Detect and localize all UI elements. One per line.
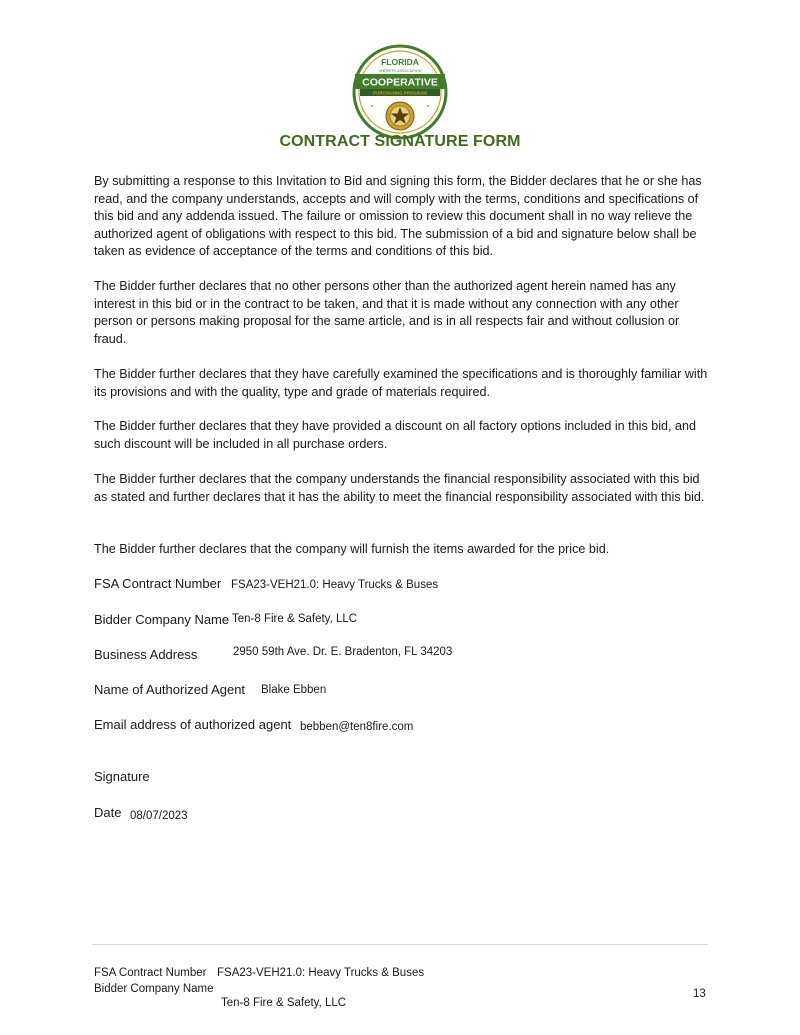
logo-small-text: SHERIFFS ASSOCIATION bbox=[378, 69, 422, 73]
contract-number-value: FSA23-VEH21.0: Heavy Trucks & Buses bbox=[231, 579, 439, 591]
paragraph-5: The Bidder further declares that the company understands the financial responsibility associated with this bid as stated and further declares that it has the ability to meet the financial responsibility associated with this bid. bbox=[94, 472, 705, 504]
paragraph-1: By submitting a response to this Invitation to Bid and signing this form, the Bidder declares that he or she has read, and the company understands, accepts and will comply with the terms, conditions and specifications of this bid and any addenda issued. The failure or omission to review this document shall in no way relieve the authorized agent of obligations with respect to this bid. The submission of a bid and signature below shall be taken as evidence of acceptance of the terms and conditions of this bid. bbox=[94, 174, 702, 259]
paragraph-2: The Bidder further declares that no other persons other than the authorized agent herein named has any interest in this bid or in the contract to be taken, and that it is made without any connection with any other person or persons making proposal for the same article, and is in all respects fair and without collusion or fraud. bbox=[94, 279, 680, 346]
page-number: 13 bbox=[693, 988, 706, 1000]
date-label: Date bbox=[94, 805, 122, 820]
email-label: Email address of authorized agent bbox=[94, 717, 292, 732]
contract-number-label: FSA Contract Number bbox=[94, 576, 222, 591]
paragraph-4: The Bidder further declares that they have provided a discount on all factory options included in this bid, and such discount will be included in all purchase orders. bbox=[94, 419, 697, 451]
florida-sheriffs-cooperative-logo bbox=[352, 44, 448, 140]
logo-banner-text: COOPERATIVE bbox=[362, 76, 438, 89]
footer-company-label: Bidder Company Name bbox=[94, 983, 214, 995]
authorized-agent-value: Blake Ebben bbox=[261, 684, 327, 696]
email-value: bebben@ten8fire.com bbox=[300, 721, 414, 733]
footer-company-value: Ten-8 Fire & Safety, LLC bbox=[221, 997, 347, 1009]
footer-contract-label: FSA Contract Number bbox=[94, 967, 207, 979]
business-address-label: Business Address bbox=[94, 647, 198, 662]
company-name-value: Ten-8 Fire & Safety, LLC bbox=[232, 613, 358, 625]
paragraph-3: The Bidder further declares that they have carefully examined the specifications and is thoroughly familiar with its provisions and with the quality, type and grade of materials required. bbox=[94, 367, 708, 399]
business-address-value: 2950 59th Ave. Dr. E. Bradenton, FL 34203 bbox=[233, 646, 453, 658]
footer-contract-value: FSA23-VEH21.0: Heavy Trucks & Buses bbox=[217, 967, 425, 979]
page-title: CONTRACT SIGNATURE FORM bbox=[279, 133, 521, 150]
footer-divider bbox=[92, 944, 708, 945]
company-name-label: Bidder Company Name bbox=[94, 612, 230, 627]
paragraph-6: The Bidder further declares that the company will furnish the items awarded for the price bid. bbox=[94, 542, 610, 556]
authorized-agent-label: Name of Authorized Agent bbox=[94, 682, 246, 697]
signature-label: Signature bbox=[94, 769, 150, 784]
logo-sub-text: PURCHASING PROGRAM bbox=[373, 90, 427, 96]
date-value: 08/07/2023 bbox=[130, 810, 188, 822]
logo-top-text: FLORIDA bbox=[381, 57, 419, 67]
